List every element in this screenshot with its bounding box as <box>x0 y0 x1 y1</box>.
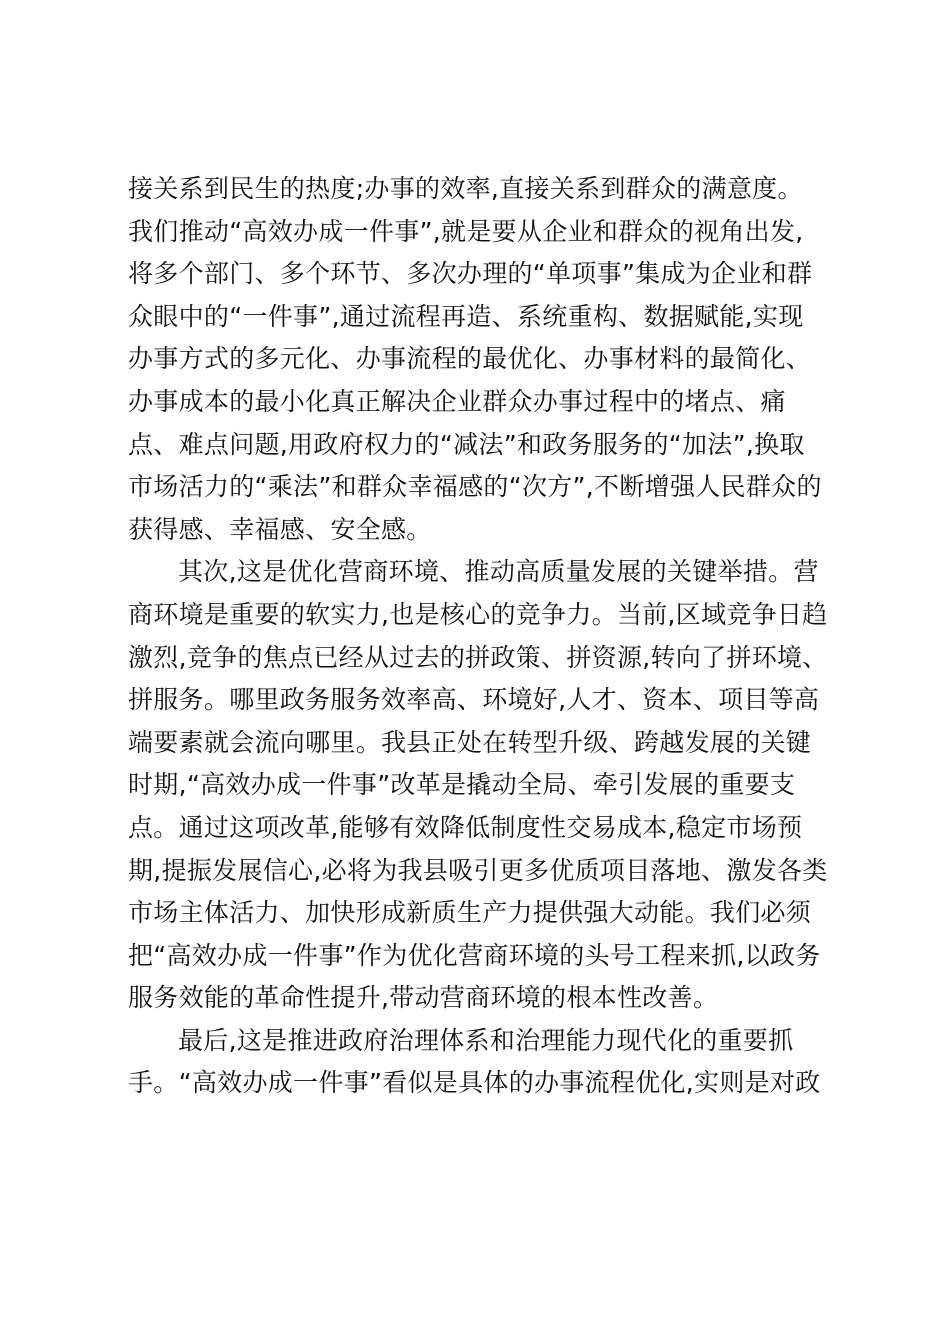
text-line: 时期,“高效办成一件事”改革是撬动全局、牵引发展的重要支 <box>128 770 796 800</box>
text-line: 市场活力的“乘法”和群众幸福感的“次方”,不断增强人民群众的 <box>128 472 822 502</box>
text-line: 点。通过这项改革,能够有效降低制度性交易成本,稳定市场预 <box>128 812 803 842</box>
text-line: 办事成本的最小化真正解决企业群众办事过程中的堵点、痛 <box>128 386 786 416</box>
text-line: 将多个部门、多个环节、多次办理的“单项事”集成为企业和群 <box>128 259 813 289</box>
text-line: 端要素就会流向哪里。我县正处在转型升级、跨越发展的关键 <box>128 727 812 757</box>
text-line: 期,提振发展信心,必将为我县吸引更多优质项目落地、激发各类 <box>128 855 828 885</box>
text-line-first: 最后,这是推进政府治理体系和治理能力现代化的重要抓 <box>178 1025 794 1055</box>
text-line: 接关系到民生的热度;办事的效率,直接关系到群众的满意度。 <box>128 174 803 203</box>
text-line: 把“高效办成一件事”作为优化营商环境的头号工程来抓,以政务 <box>128 940 821 970</box>
text-line: 办事方式的多元化、办事流程的最优化、办事材料的最简化、 <box>128 344 812 374</box>
text-line: 我们推动“高效办成一件事”,就是要从企业和群众的视角出发, <box>128 216 804 246</box>
text-line: 市场主体活力、加快形成新质生产力提供强大动能。我们必须 <box>128 898 812 928</box>
paragraph-continued <box>128 168 833 551</box>
text-line: 商环境是重要的软实力,也是核心的竞争力。当前,区域竞争日趋 <box>128 599 828 629</box>
text-line: 激烈,竞争的焦点已经从过去的拼政策、拼资源,转向了拼环境、 <box>128 642 828 672</box>
text-line: 点、难点问题,用政府权力的“减法”和政务服务的“加法”,换取 <box>128 429 805 459</box>
text-line: 服务效能的革命性提升,带动营商环境的根本性改善。 <box>128 983 719 1013</box>
text-line: 众眼中的“一件事”,通过流程再造、系统重构、数据赋能,实现 <box>128 301 804 331</box>
paragraph-finally <box>128 1020 833 1105</box>
text-line-first: 其次,这是优化营商环境、推动高质量发展的关键举措。营 <box>178 557 819 587</box>
text-line: 拼服务。哪里政务服务效率高、环境好,人才、资本、项目等高 <box>128 685 820 715</box>
paragraph-secondly <box>128 551 833 1020</box>
text-line: 手。“高效办成一件事”看似是具体的办事流程优化,实则是对政 <box>128 1068 821 1098</box>
body-text <box>128 168 833 1105</box>
text-line: 获得感、幸福感、安全感。 <box>128 514 432 544</box>
